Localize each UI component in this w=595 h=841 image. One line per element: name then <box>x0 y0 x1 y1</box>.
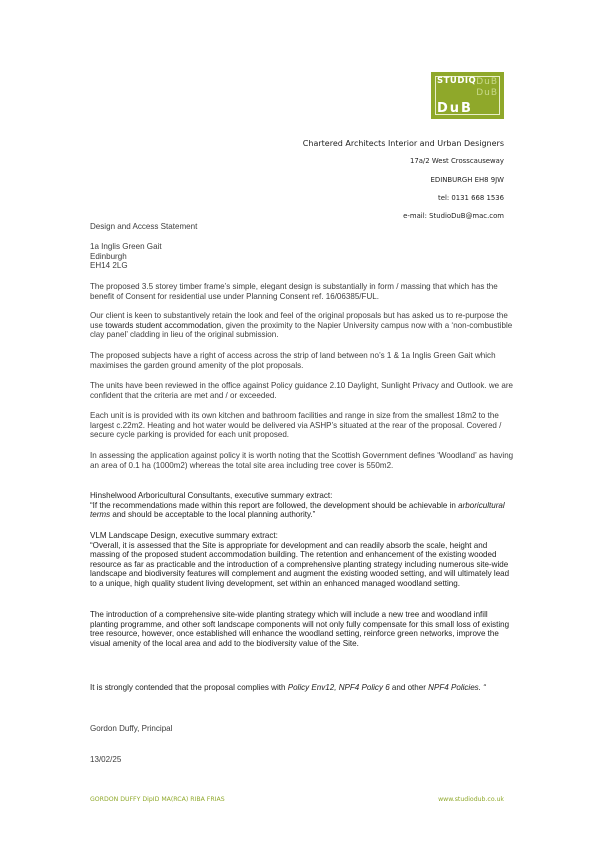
conclusion: It is strongly contended that the proposal complies with Policy Env12, NPF4 Policy 6 and other NPF4 Policies. “ <box>90 683 486 692</box>
letterhead-street: 17a/2 West Crosscauseway <box>409 157 504 165</box>
paragraph-daylight: The units have been reviewed in the office against Policy guidance 2.10 Daylight, Sunlight Privacy and Outlook. we are confident that the criteria are met and / or exceeded. <box>90 381 514 400</box>
document-heading: Design and Access Statement <box>90 222 198 231</box>
footer-credentials: GORDON DUFFY DipID MA(RCA) RIBA FRIAS <box>90 796 225 803</box>
address-line: Edinburgh <box>90 251 127 261</box>
student-accommodation-emphasis: towards student accommodation <box>105 320 222 330</box>
paragraph-purpose: Our client is keen to substantively retain the look and feel of the original proposals but has asked us to re-purpose the use towards student accommodation, given the proximity to the Napier University campus now with a ‘non-combustible clay panel’ cladding in lieu of the original submission. <box>90 311 513 340</box>
paragraph-access: The proposed subjects have a right of access across the strip of land between no’s 1 & 1a Inglis Green Gait which maximises the garden ground amenity of the plot proposals. <box>90 351 496 370</box>
signature: Gordon Duffy, Principal <box>90 724 173 733</box>
vlm-extract <box>90 531 515 589</box>
logo-dub-faint-1: DuB <box>476 77 498 87</box>
paragraph-woodland: In assessing the application against policy it is worth noting that the Scottish Government defines ‘Woodland’ as having an area of 0.1 ha (1000m2) whereas the total site area including tree cover is 550m2. <box>90 451 514 470</box>
studio-dub-logo <box>431 72 504 119</box>
address-line: 1a Inglis Green Gait <box>90 242 162 251</box>
vlm-title: VLM Landscape Design, executive summary extract: <box>90 531 278 540</box>
site-address <box>90 242 515 271</box>
letterhead-tel: tel: 0131 668 1536 <box>438 194 504 202</box>
logo-dub-text: DuB <box>437 101 473 116</box>
vlm-quote: “Overall, it is assessed that the Site is appropriate for development and can readily absorb the scale, height and massing of the proposed student accommodation building. The retention and enhancement of the existing wooded resource as far as practicable and the introduction of a comprehensive planting strategy including numerous site-wide landscape and biodiversity features will complement and augment the existing wooded setting, and will ultimately lead to a unique, high quality student living development, set within an enhanced managed woodland setting. <box>90 540 510 588</box>
logo-studio-text: STUDIQ <box>437 76 477 86</box>
paragraph-planting: The introduction of a comprehensive site-wide planting strategy which will include a new tree and woodland infill planting programme, and other soft landscape components will not only fully compensate for this small loss of existing tree resource, however, once established will enhance the woodland setting, reinforce green networks, improve the visual amenity of the local area and add to the biodiversity value of the Site. <box>90 610 510 648</box>
address-line: EH14 2LG <box>90 261 128 271</box>
hinshelwood-quote: “If the recommendations made within this report are followed, the development should be achievable in arboricultural terms and should be acceptable to the local planning authority.” <box>90 500 505 520</box>
paragraph-design: The proposed 3.5 storey timber frame’s simple, elegant design is substantially in form / massing that which has the benefit of Consent for residential use under Planning Consent ref. 16/06385/FUL. <box>90 282 498 301</box>
hinshelwood-extract <box>90 491 515 520</box>
hinshelwood-title: Hinshelwood Arboricultural Consultants, executive summary extract: <box>90 491 333 500</box>
letterhead-email: e-mail: StudioDuB@mac.com <box>403 212 504 220</box>
letterhead-tagline: Chartered Architects Interior and Urban Designers <box>302 139 504 148</box>
logo-dub-faint-2: DuB <box>476 88 498 98</box>
document-date: 13/02/25 <box>90 755 122 764</box>
footer-website: www.studiodub.co.uk <box>438 796 504 803</box>
paragraph-units: Each unit is is provided with its own kitchen and bathroom facilities and range in size from the smallest 18m2 to the largest c.22m2. Heating and hot water would be delivered via ASHP’s situated at the rear of the proposal. Covered / secure cycle parking is provided for each unit proposed. <box>90 411 502 440</box>
letterhead-city: EDINBURGH EH8 9JW <box>430 176 504 184</box>
